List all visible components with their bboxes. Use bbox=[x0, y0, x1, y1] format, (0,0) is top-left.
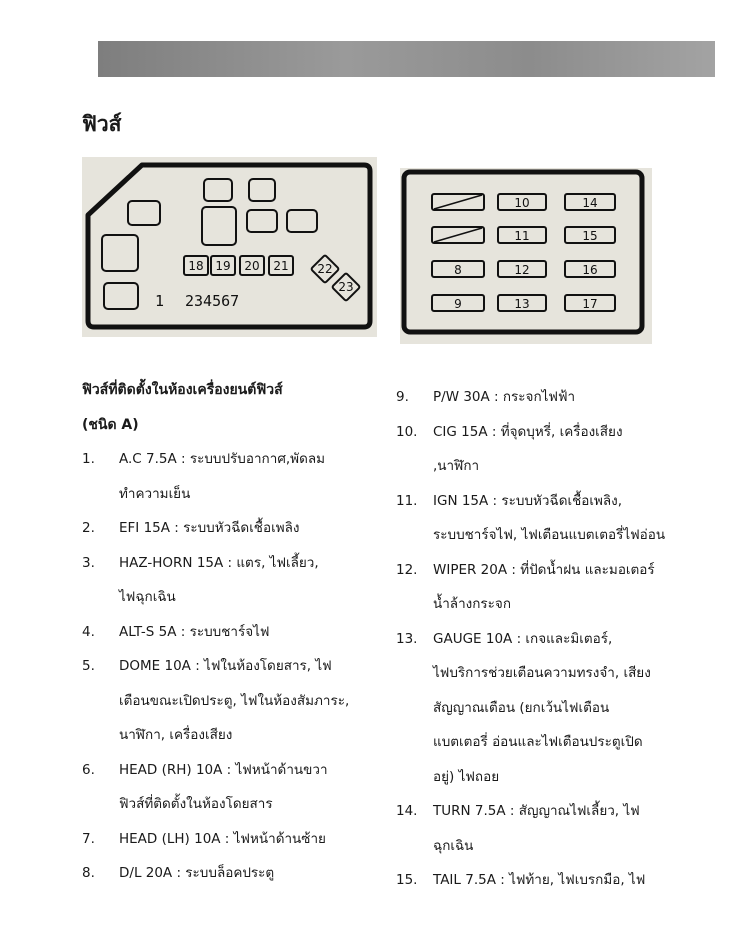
item-text: แบตเตอรี่ อ่อนและไฟเตือนประตูเปิด bbox=[433, 734, 643, 750]
fuse-item-12 bbox=[396, 553, 696, 622]
page-title: ฟิวส์ bbox=[82, 112, 122, 136]
item-text: EFI 15A : ระบบหัวฉีดเชื้อเพลิง bbox=[119, 520, 300, 536]
item-text: ไฟบริการช่วยเตือนความทรงจำ, เสียง bbox=[433, 665, 651, 681]
item-text: ทำความเย็น bbox=[119, 485, 191, 502]
item-text: DOME 10A : ไฟในห้องโดยสาร, ไฟ bbox=[119, 658, 332, 674]
fuse-list-right bbox=[396, 380, 696, 898]
fuse-23 bbox=[332, 273, 360, 301]
fuse-label: 18 bbox=[188, 259, 204, 273]
item-text: HEAD (LH) 10A : ไฟหน้าด้านซ้าย bbox=[119, 830, 326, 847]
item-number: 14. bbox=[396, 803, 418, 819]
fuse-item-7 bbox=[82, 822, 382, 857]
fuse-label: 14 bbox=[582, 196, 598, 210]
fuse-label: 8 bbox=[454, 263, 462, 277]
item-text: D/L 20A : ระบบล็อคประตู bbox=[119, 865, 275, 881]
item-number: 5. bbox=[82, 658, 95, 674]
item-text: นาฬิกา, เครื่องเสียง bbox=[119, 727, 233, 743]
fuse-20 bbox=[240, 256, 264, 275]
item-number: 10. bbox=[396, 423, 418, 440]
fuse-item-1 bbox=[82, 442, 382, 511]
item-text: HEAD (RH) 10A : ไฟหน้าด้านขวา bbox=[119, 761, 328, 778]
fuse-box-diagram-b bbox=[400, 168, 652, 344]
fuse-8 bbox=[432, 261, 484, 277]
section-subheading: (ชนิด A) bbox=[82, 416, 139, 433]
fuse-12 bbox=[498, 261, 546, 277]
fuse-item-5 bbox=[82, 649, 382, 753]
item-number: 7. bbox=[82, 830, 95, 847]
item-number: 12. bbox=[396, 561, 418, 578]
item-text: HAZ-HORN 15A : แตร, ไฟเลี้ยว, bbox=[119, 554, 319, 571]
fuse-9 bbox=[432, 295, 484, 311]
item-number: 6. bbox=[82, 761, 95, 778]
fuse-item-13 bbox=[396, 622, 696, 795]
fuse-item-3 bbox=[82, 546, 382, 615]
header-bar bbox=[98, 41, 715, 77]
fuse-22 bbox=[311, 255, 339, 283]
item-text: P/W 30A : กระจกไฟฟ้า bbox=[433, 389, 576, 405]
fuse-item-14 bbox=[396, 794, 696, 863]
item-number: 8. bbox=[82, 865, 95, 881]
fuse-label: 23 bbox=[338, 280, 354, 294]
fuse-15 bbox=[565, 227, 615, 243]
item-text: ,นาฬิกา bbox=[433, 458, 480, 474]
small-fuses-2-7: 234567 bbox=[185, 292, 240, 310]
fuse-label: 9 bbox=[454, 297, 462, 311]
item-text: A.C 7.5A : ระบบปรับอากาศ,พัดลม bbox=[119, 451, 326, 467]
fuse-label: 20 bbox=[244, 259, 260, 273]
fuse-box-diagram-a bbox=[82, 157, 377, 337]
item-text: CIG 15A : ที่จุดบุหรี่, เครื่องเสียง bbox=[433, 423, 623, 440]
fuse-item-8 bbox=[82, 856, 382, 891]
item-text: เตือนขณะเปิดประตู, ไฟในห้องสัมภาระ, bbox=[119, 692, 350, 709]
fuse-label: 19 bbox=[215, 259, 231, 273]
fuse-label: 10 bbox=[514, 196, 530, 210]
item-number: 1. bbox=[82, 451, 95, 467]
fuse-slot-blank-1 bbox=[432, 194, 484, 210]
fuse-label: 21 bbox=[273, 259, 289, 273]
item-text: ALT-S 5A : ระบบชาร์จไฟ bbox=[119, 623, 270, 640]
fuse-list-left bbox=[82, 373, 382, 891]
fuse-19 bbox=[211, 256, 235, 275]
fuse-label: 11 bbox=[514, 229, 530, 243]
item-text: สัญญาณเตือน (ยกเว้นไฟเตือน bbox=[433, 699, 610, 716]
fuse-item-10 bbox=[396, 415, 696, 484]
item-number: 13. bbox=[396, 630, 418, 647]
item-text: IGN 15A : ระบบหัวฉีดเชื้อเพลิง, bbox=[433, 492, 623, 509]
fuse-21 bbox=[269, 256, 293, 275]
item-text: ฟิวส์ที่ติดตั้งในห้องโดยสาร bbox=[119, 796, 273, 812]
item-text: ไฟฉุกเฉิน bbox=[119, 589, 176, 605]
item-text: WIPER 20A : ที่ปัดน้ำฝน และมอเตอร์ bbox=[433, 561, 655, 578]
fuse-16 bbox=[565, 261, 615, 277]
fuse-item-4 bbox=[82, 615, 382, 650]
fuse-label: 15 bbox=[582, 229, 598, 243]
fuse-13 bbox=[498, 295, 546, 311]
fuse-11 bbox=[498, 227, 546, 243]
fuse-17 bbox=[565, 295, 615, 311]
item-text: ระบบชาร์จไฟ, ไฟเตือนแบตเตอรี่ไฟอ่อน bbox=[433, 527, 666, 543]
item-text: ฉุกเฉิน bbox=[433, 837, 474, 854]
fuse-14 bbox=[565, 194, 615, 210]
item-number: 9. bbox=[396, 389, 409, 405]
item-number: 3. bbox=[82, 554, 95, 571]
fuse-item-6 bbox=[82, 753, 382, 822]
item-number: 11. bbox=[396, 492, 418, 509]
fuse-18 bbox=[184, 256, 208, 275]
fuse-item-15 bbox=[396, 863, 696, 898]
item-number: 15. bbox=[396, 872, 418, 888]
fuse-item-11 bbox=[396, 484, 696, 553]
item-number: 4. bbox=[82, 623, 95, 640]
item-number: 2. bbox=[82, 520, 95, 536]
fuse-label: 12 bbox=[514, 263, 530, 277]
item-text: TAIL 7.5A : ไฟท้าย, ไฟเบรกมือ, ไฟ bbox=[433, 872, 646, 888]
section-heading: ฟิวส์ที่ติดตั้งในห้องเครื่องยนต์ฟิวส์ bbox=[82, 382, 283, 398]
fuse-item-9 bbox=[396, 380, 696, 415]
fuse-label: 17 bbox=[582, 297, 598, 311]
small-fuse-1: 1 bbox=[155, 292, 165, 310]
fuse-label: 16 bbox=[582, 263, 598, 277]
fuse-slot-blank-2 bbox=[432, 227, 484, 243]
item-text: อยู่) ไฟถอย bbox=[433, 768, 500, 785]
item-text: TURN 7.5A : สัญญาณไฟเลี้ยว, ไฟ bbox=[433, 803, 640, 819]
item-text: น้ำล้างกระจก bbox=[433, 596, 512, 612]
fuse-item-2 bbox=[82, 511, 382, 546]
fuse-label: 13 bbox=[514, 297, 530, 311]
item-text: GAUGE 10A : เกจและมิเตอร์, bbox=[433, 630, 613, 647]
fuse-10 bbox=[498, 194, 546, 210]
fuse-label: 22 bbox=[317, 262, 333, 276]
